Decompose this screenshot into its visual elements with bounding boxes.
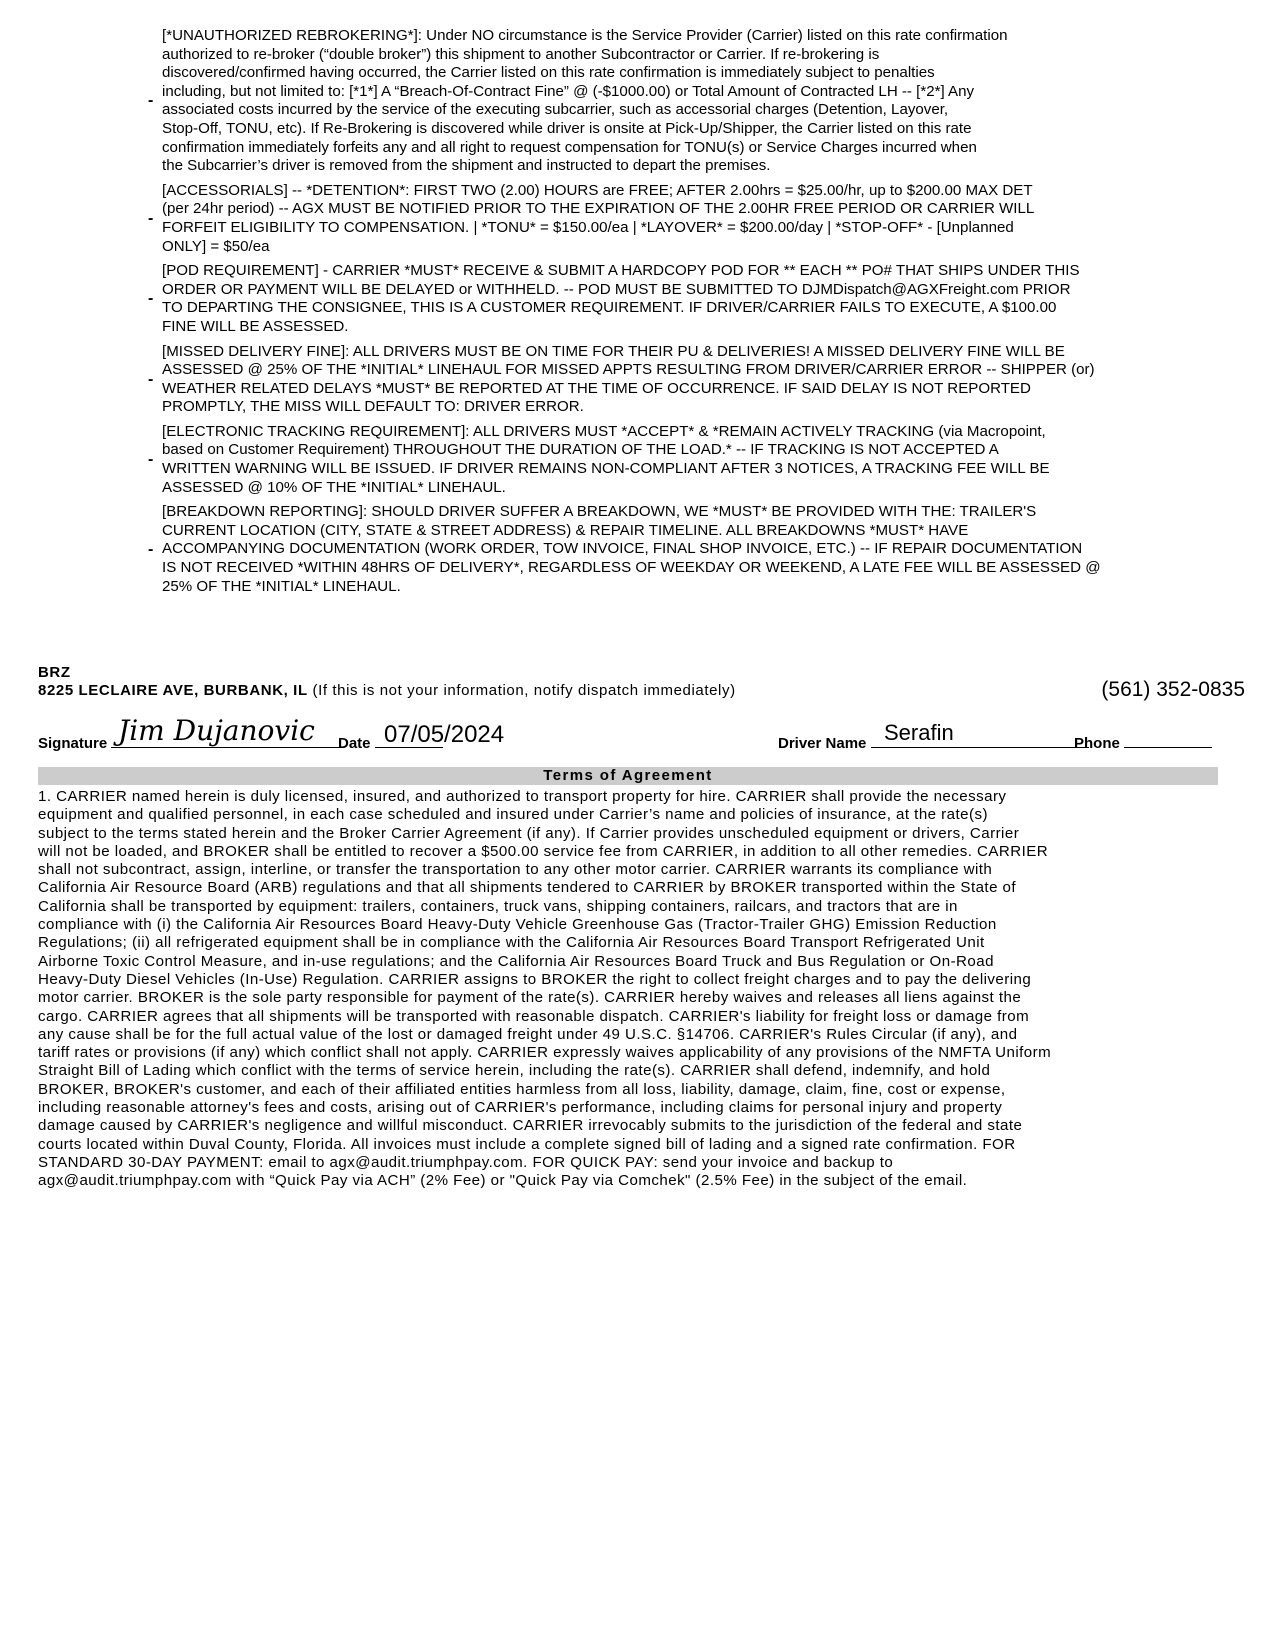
phone-field[interactable] [1074, 735, 1212, 752]
terms-heading: Terms of Agreement [38, 767, 1218, 785]
bullet-dash: - [148, 290, 154, 308]
driver-name-label: Driver Name [778, 735, 867, 752]
handwritten-signature: Jim Dujanovic [118, 714, 315, 747]
bullet-dash: - [148, 540, 154, 558]
rule-unauthorized-rebrokering [148, 27, 1218, 176]
rule-text: [ACCESSORIALS] -- *DETENTION*: FIRST TWO (2.00) HOURS are FREE; AFTER 2.00hrs = $25.00/hr, up to $200.00 MAX DET (per 24hr period) -- AGX MUST BE NOTIFIED PRIOR TO THE EXPIRATION OF THE 2.00HR FREE PERIOD OR CARRIER WILL FORFEIT ELIGIBILITY TO COMPENSATION. | *TONU* = $150.00/ea | *LAYOVER* = $200.00/day | *STOP-OFF* - [Unplanned ONLY] = $50/ea [162, 181, 1035, 255]
bullet-dash: - [148, 370, 154, 388]
rule-text: [POD REQUIREMENT] - CARRIER *MUST* RECEIVE & SUBMIT A HARDCOPY POD FOR ** EACH ** PO# THAT SHIPS UNDER THIS ORDER OR PAYMENT WILL BE DELAYED or WITHHELD. -- POD MUST BE SUBMITTED TO DJMDispatch@AGXFreight.com PRIOR TO DEPARTING THE CONSIGNEE, THIS IS A CUSTOMER REQUIREMENT. IF DRIVER/CARRIER FAILS TO EXECUTE, A $100.00 FINE WILL BE ASSESSED. [162, 262, 1080, 335]
driver-name-line [871, 746, 1089, 748]
carrier-address-line [38, 682, 736, 699]
rule-text: [ELECTRONIC TRACKING REQUIREMENT]: ALL DRIVERS MUST *ACCEPT* & *REMAIN ACTIVELY TRACKING (via Macropoint, based on Customer Requirement) THROUGHOUT THE DURATION OF THE LOAD.* -- IF TRACKING IS NOT ACCEPTED A WRITTEN WARNING WILL BE ISSUED. IF DRIVER REMAINS NON-COMPLIANT AFTER 3 NOTICES, A TRACKING FEE WILL BE ASSESSED @ 10% OF THE *INITIAL* LINEHAUL. [162, 422, 1050, 496]
rule-accessorials [148, 182, 1218, 256]
rule-text: [*UNAUTHORIZED REBROKERING*]: Under NO circumstance is the Service Provider (Carrier) listed on this rate confirmation authorized to re-broker (“double broker”) this shipment to another Subcontractor or Carrier. If re-brokering is discovered/confirmed having occurred, the Carrier listed on this rate confirmation is immediately subject to penalties including, but not limited to: [*1*] A “Breach-Of-Contract Fine” @ (-$1000.00) or Total Amount of Contracted LH -- [*2*] Any associated costs incurred by the service of the executing subcarrier, such as accessorial charges (Detention, Layover, Stop-Off, TONU, etc). If Re-Brokering is discovered while driver is onsite at Pick-Up/Shipper, the Carrier listed on this rate confirmation immediately forfeits any and all right to request compensation for TONU(s) or Service Charges incurred when the Subcarrier’s driver is removed from the shipment and instructed to depart the premises. [162, 27, 1008, 175]
rule-text: [MISSED DELIVERY FINE]: ALL DRIVERS MUST BE ON TIME FOR THEIR PU & DELIVERIES! A MISSED DELIVERY FINE WILL BE ASSESSED @ 25% OF THE *INITIAL* LINEHAUL FOR MISSED APPTS RESULTING FROM DRIVER/CARRIER ERROR -- SHIPPER (or) WEATHER RELATED DELAYS *MUST* BE REPORTED AT THE TIME OF OCCURRENCE. IF SAID DELAY IS NOT REPORTED PROMPTLY, THE MISS WILL DEFAULT TO: DRIVER ERROR. [162, 342, 1095, 416]
carrier-name: BRZ [38, 664, 71, 681]
rule-text: [BREAKDOWN REPORTING]: SHOULD DRIVER SUFFER A BREAKDOWN, WE *MUST* BE PROVIDED WITH THE: TRAILER'S CURRENT LOCATION (CITY, STATE & STREET ADDRESS) & REPAIR TIMELINE. ALL BREAKDOWNS *MUST* HAVE ACCOMPANYING DOCUMENTATION (WORK ORDER, TOW INVOICE, FINAL SHOP INVOICE, ETC.) -- IF REPAIR DOCUMENTATION IS NOT RECEIVED *WITHIN 48HRS OF DELIVERY*, REGARDLESS OF WEEKDAY OR WEEKEND, A LATE FEE WILL BE ASSESSED @ 25% OF THE *INITIAL* LINEHAUL. [162, 503, 1101, 595]
signature-row [38, 714, 1238, 760]
requirements-list [148, 27, 1218, 602]
phone-label: Phone [1074, 735, 1120, 752]
rule-pod-requirement [148, 262, 1218, 336]
rule-electronic-tracking [148, 423, 1218, 497]
bullet-dash: - [148, 92, 154, 110]
date-label: Date [338, 735, 371, 752]
rule-breakdown-reporting [148, 503, 1218, 596]
carrier-address: 8225 LECLAIRE AVE, BURBANK, IL [38, 682, 308, 699]
rule-missed-delivery-fine [148, 343, 1218, 417]
date-value: 07/05/2024 [384, 721, 505, 748]
carrier-notice: (If this is not your information, notify dispatch immediately) [312, 682, 736, 699]
bullet-dash: - [148, 451, 154, 469]
driver-name-value: Serafin [884, 720, 954, 745]
terms-body: 1. CARRIER named herein is duly licensed, insured, and authorized to transport property for hire. CARRIER shall provide the necessary equipment and qualified personnel, in each case scheduled and insured under Carrier’s name and policies of insurance, at the rate(s) subject to the terms stated herein and the Broker Carrier Agreement (if any). If Carrier provides unscheduled equipment or drivers, Carrier will not be loaded, and BROKER shall be entitled to recover a $500.00 service fee from CARRIER, in addition to all other remedies. CARRIER shall not subcontract, assign, interline, or transfer the transportation to any other motor carrier. CARRIER warrants its compliance with California Air Resource Board (ARB) regulations and that all shipments tendered to CARRIER by BROKER transported within the State of California shall be transported by equipment: trailers, containers, truck vans, shipping containers, railcars, and tractors that are in compliance with (i) the California Air Resources Board Heavy-Duty Vehicle Greenhouse Gas (Tractor-Trailer GHG) Emission Reduction Regulations; (ii) all refrigerated equipment shall be in compliance with the California Air Resources Board Transport Refrigerated Unit Airborne Toxic Control Measure, and in-use regulations; and the California Air Resources Board Truck and Bus Regulation or On-Road Heavy-Duty Diesel Vehicles (In-Use) Regulation. CARRIER assigns to BROKER the right to collect freight charges and to pay the delivering motor carrier. BROKER is the sole party responsible for payment of the rate(s). CARRIER hereby waives and releases all liens against the cargo. CARRIER agrees that all shipments will be transported with reasonable dispatch. CARRIER's liability for freight loss or damage from any cause shall be for the full actual value of the lost or damaged freight under 49 U.S.C. §14706. CARRIER's Rules Circular (if any), and tariff rates or provisions (if any) which conflict shall not apply. CARRIER expressly waives applicability of any provisions of the NMFTA Uniform Straight Bill of Lading which conflict with the terms of service herein, including the rate(s). CARRIER shall defend, indemnify, and hold BROKER, BROKER's customer, and each of their affiliated entities harmless from all loss, liability, damage, claim, fine, cost or expense, including reasonable attorney's fees and costs, arising out of CARRIER's performance, including claims for personal injury and property damage caused by CARRIER's negligence and willful misconduct. CARRIER irrevocably submits to the jurisdiction of the federal and state courts located within Duval County, Florida. All invoices must include a complete signed bill of lading and a signed rate confirmation. FOR STANDARD 30-DAY PAYMENT: email to agx@audit.triumphpay.com. FOR QUICK PAY: send your invoice and backup to agx@audit.triumphpay.com with “Quick Pay via ACH” (2% Fee) or "Quick Pay via Comchek" (2.5% Fee) in the subject of the email. [38, 788, 1052, 1190]
phone-line [1124, 746, 1212, 748]
signature-label: Signature [38, 735, 108, 752]
bullet-dash: - [148, 209, 154, 227]
carrier-phone: (561) 352-0835 [1101, 678, 1245, 701]
